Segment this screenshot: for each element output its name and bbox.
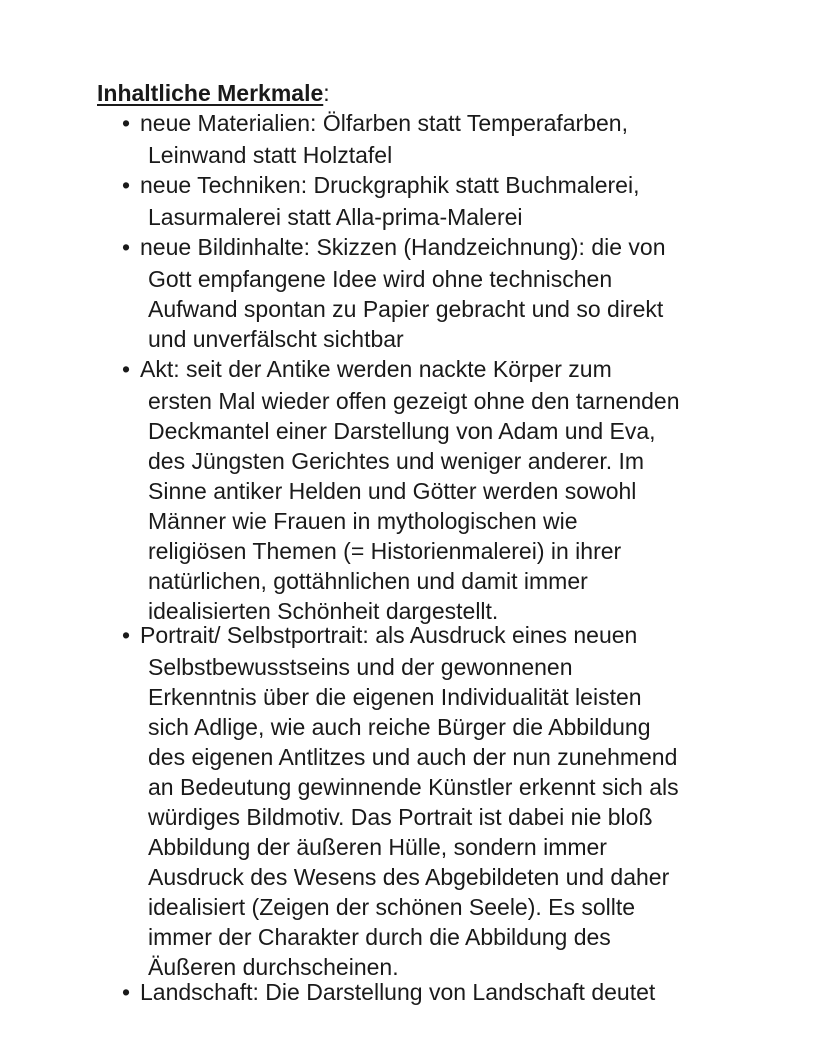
list-item-text-continuation: Erkenntnis über die eigenen Individualität leisten [148,684,642,710]
bullet-icon: • [122,234,131,260]
list-item-text-continuation: religiösen Themen (= Historienmalerei) in ihrer [148,538,622,564]
list-item-text-continuation: Lasurmalerei statt Alla-prima-Malerei [148,204,523,230]
list-item-text-continuation: Deckmantel einer Darstellung von Adam und Eva, [148,418,656,444]
list-item-text-continuation: Männer wie Frauen in mythologischen wie [148,508,578,534]
list-item-text-continuation: Gott empfangene Idee wird ohne technischen [148,266,613,292]
section-heading-colon: : [323,80,330,106]
section-heading [97,78,330,108]
bullet-icon: • [122,622,131,648]
list-item-text-continuation: und unverfälscht sichtbar [148,326,404,352]
bullet-icon: • [122,172,131,198]
list-item-text: Landschaft: Die Darstellung von Landschaft deutet [140,979,656,1005]
list-item-text-continuation: an Bedeutung gewinnende Künstler erkennt sich als [148,774,679,800]
list-item-text-continuation: idealisierten Schönheit dargestellt. [148,598,499,624]
list-item-text-continuation: Aufwand spontan zu Papier gebracht und so direkt [148,296,664,322]
bullet-icon: • [122,979,131,1005]
list-item-text-continuation: des eigenen Antlitzes und auch der nun zunehmend [148,744,678,770]
list-item-text: neue Materialien: Ölfarben statt Temperafarben, [140,110,628,136]
list-item-text-continuation: immer der Charakter durch die Abbildung des [148,924,611,950]
list-item [122,977,655,1007]
list-item-text: neue Bildinhalte: Skizzen (Handzeichnung): die von [140,234,666,260]
list-item [122,232,666,354]
bullet-icon: • [122,356,131,382]
list-item-text-continuation: Leinwand statt Holztafel [148,142,393,168]
section-heading-title: Inhaltliche Merkmale [97,80,324,106]
list-item-text-continuation: Äußeren durchscheinen. [148,954,399,980]
list-item-text-continuation: Abbildung der äußeren Hülle, sondern immer [148,834,607,860]
list-item-text: neue Techniken: Druckgraphik statt Buchmalerei, [140,172,640,198]
list-item-text-continuation: Sinne antiker Helden und Götter werden sowohl [148,478,637,504]
list-item-text: Akt: seit der Antike werden nackte Körper zum [140,356,612,382]
list-item [122,354,680,626]
list-item-text: Portrait/ Selbstportrait: als Ausdruck eines neuen [140,622,638,648]
list-item-text-continuation: ersten Mal wieder offen gezeigt ohne den tarnenden [148,388,680,414]
list-item [122,620,679,982]
list-item [122,170,639,232]
list-item-text-continuation: Selbstbewusstseins und der gewonnenen [148,654,573,680]
bullet-icon: • [122,110,131,136]
list-item [122,108,628,170]
list-item-text-continuation: idealisiert (Zeigen der schönen Seele). Es sollte [148,894,636,920]
list-item-text-continuation: des Jüngsten Gerichtes und weniger anderer. Im [148,448,645,474]
list-item-text-continuation: natürlichen, gottähnlichen und damit immer [148,568,588,594]
list-item-text-continuation: sich Adlige, wie auch reiche Bürger die Abbildung [148,714,651,740]
list-item-text-continuation: würdiges Bildmotiv. Das Portrait ist dabei nie bloß [148,804,653,830]
list-item-text-continuation: Ausdruck des Wesens des Abgebildeten und daher [148,864,670,890]
